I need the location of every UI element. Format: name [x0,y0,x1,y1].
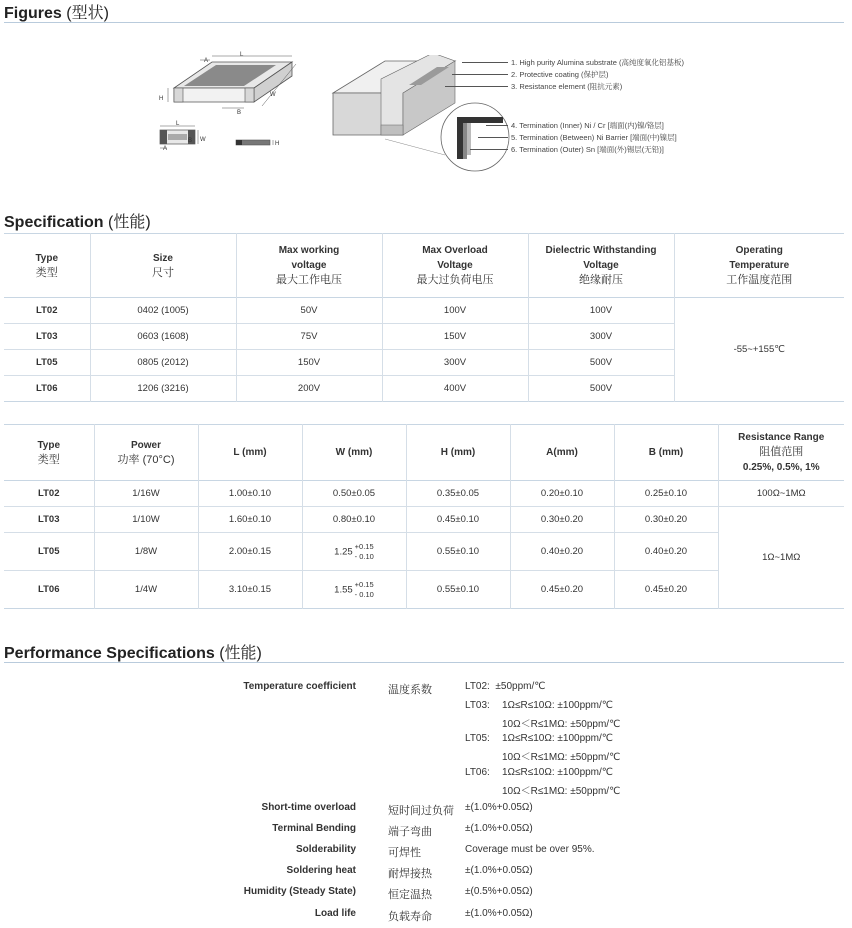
table-row: LT06 1/4W 3.10±0.15 1.55 +0.15 - 0.10 0.55±0.10 0.45±0.20 0.45±0.20 [4,571,844,609]
resistance-range-lt02: 100Ω~1MΩ [718,481,844,507]
perf-soldering-heat: Soldering heat 耐焊接热 ±(1.0%+0.05Ω) [286,865,533,880]
table-row: LT05 1/8W 2.00±0.15 1.25 +0.15 - 0.10 0.55±0.10 0.40±0.20 0.40±0.20 [4,533,844,571]
figures-rule [4,22,844,23]
dim-label-l2: L [176,121,180,127]
figure-label-resistance-element: 3. Resistance element (阻抗元素) [511,82,623,91]
col-dielectric-voltage: Dielectric Withstanding Voltage 绝缘耐压 [528,234,674,298]
dim-label-b: B [237,110,242,116]
dim-label-a: A [204,58,209,64]
dim-label-h2: H [275,141,280,147]
chip-front-face [174,88,254,102]
table-row: LT03 0603 (1608) 75V 150V 300V [4,324,844,350]
col-h: H (mm) [406,425,510,481]
col-size: Size 尺寸 [90,234,236,298]
perf-terminal-bending: Terminal Bending 端子弯曲 ±(1.0%+0.05Ω) [272,823,533,838]
dim-label-w2: W [200,137,206,143]
tc-lt02: LT02: ±50ppm/℃ [465,681,546,692]
table-row: LT02 1/16W 1.00±0.10 0.50±0.05 0.35±0.05 0.20±0.10 0.25±0.10 100Ω~1MΩ [4,481,844,507]
col-operating-temperature: Operating Temperature 工作温度范围 [674,234,844,298]
dim-label-a2: A [163,146,168,152]
perf-short-time-overload: Short-time overload 短时间过负荷 ±(1.0%+0.05Ω) [261,802,533,817]
tc-lt03-line2: 10Ω＜R≤1MΩ: ±50ppm/℃ [502,719,621,730]
chip-dimension-drawing [150,50,300,155]
tc-lt06-line2: 10Ω＜R≤1MΩ: ±50ppm/℃ [502,786,621,797]
perf-temperature-coefficient: Temperature coefficient 温度系数 [243,681,432,696]
perf-solderability: Solderability 可焊性 Coverage must be over 95%. [295,844,595,859]
col-max-overload-voltage: Max Overload Voltage 最大过负荷电压 [382,234,528,298]
operating-temperature-value: -55~+155℃ [674,298,844,402]
col-b: B (mm) [614,425,718,481]
specification-table-electrical [4,233,844,402]
col-type: Type 类型 [35,252,59,279]
col-a: A(mm) [510,425,614,481]
table-row: LT03 1/10W 1.60±0.10 0.80±0.10 0.45±0.10 0.30±0.20 0.30±0.20 1Ω~1MΩ [4,507,844,533]
figure-label-substrate: 1. High purity Alumina substrate (高纯度氧化铝基板) [511,58,684,67]
table-row: LT06 1206 (3216) 200V 400V 500V [4,376,844,402]
perf-load-life: Load life 负载寿命 ±(1.0%+0.05Ω) [314,908,533,923]
dim-label-b2: B [188,138,193,144]
tc-lt05-line1: 1Ω≤R≤10Ω: ±100ppm/℃ [502,733,614,744]
table-row: LT05 0805 (2012) 150V 300V 500V [4,350,844,376]
tc-lt05-model: LT05: [465,733,490,744]
specification-table-dimensions [4,424,844,609]
dim-label-l: L [240,52,244,58]
col-max-working-voltage: Max working voltage 最大工作电压 [236,234,382,298]
figure-label-protective-coating: 2. Protective coating (保护层) [511,70,609,79]
tc-lt06-model: LT06: [465,767,490,778]
figure-label-termination-inner: 4. Termination (Inner) Ni / Cr [端面(内)镍/铬层] [511,121,664,130]
figure-label-termination-between: 5. Termination (Between) Ni Barrier [端面(中)镍层] [511,133,677,142]
figures-title: Figures (型状) [4,5,109,22]
col-resistance-range: Resistance Range 阻值范围 0.25%, 0.5%, 1% [718,425,844,481]
col-l: L (mm) [198,425,302,481]
construction-drawing [325,55,510,175]
tc-lt03-model: LT03: [465,700,490,711]
col-power: Power 功率 (70°C) [94,425,198,481]
col-w: W (mm) [302,425,406,481]
chip-terminal-right [245,88,254,102]
table-row: LT02 0402 (1005) 50V 100V 100V -55~+155℃ [4,298,844,324]
tc-lt06-line1: 1Ω≤R≤10Ω: ±100ppm/℃ [502,767,614,778]
figure-label-termination-outer: 6. Termination (Outer) Sn [端面(外)锡层(无铅)] [511,145,664,154]
tc-lt03-line1: 1Ω≤R≤10Ω: ±100ppm/℃ [502,700,614,711]
tc-lt05-line2: 10Ω＜R≤1MΩ: ±50ppm/℃ [502,752,621,763]
perf-humidity: Humidity (Steady State) 恒定温热 ±(0.5%+0.05Ω) [243,886,533,901]
performance-title: Performance Specifications (性能) [4,645,262,662]
col-type: Type 类型 [37,439,61,466]
performance-rule [4,662,844,663]
chip-terminal-left [174,88,183,102]
dim-label-h: H [159,96,164,102]
dim-label-w: W [270,92,276,98]
resistance-range-other: 1Ω~1MΩ [718,507,844,609]
specification-title: Specification (性能) [4,214,151,231]
